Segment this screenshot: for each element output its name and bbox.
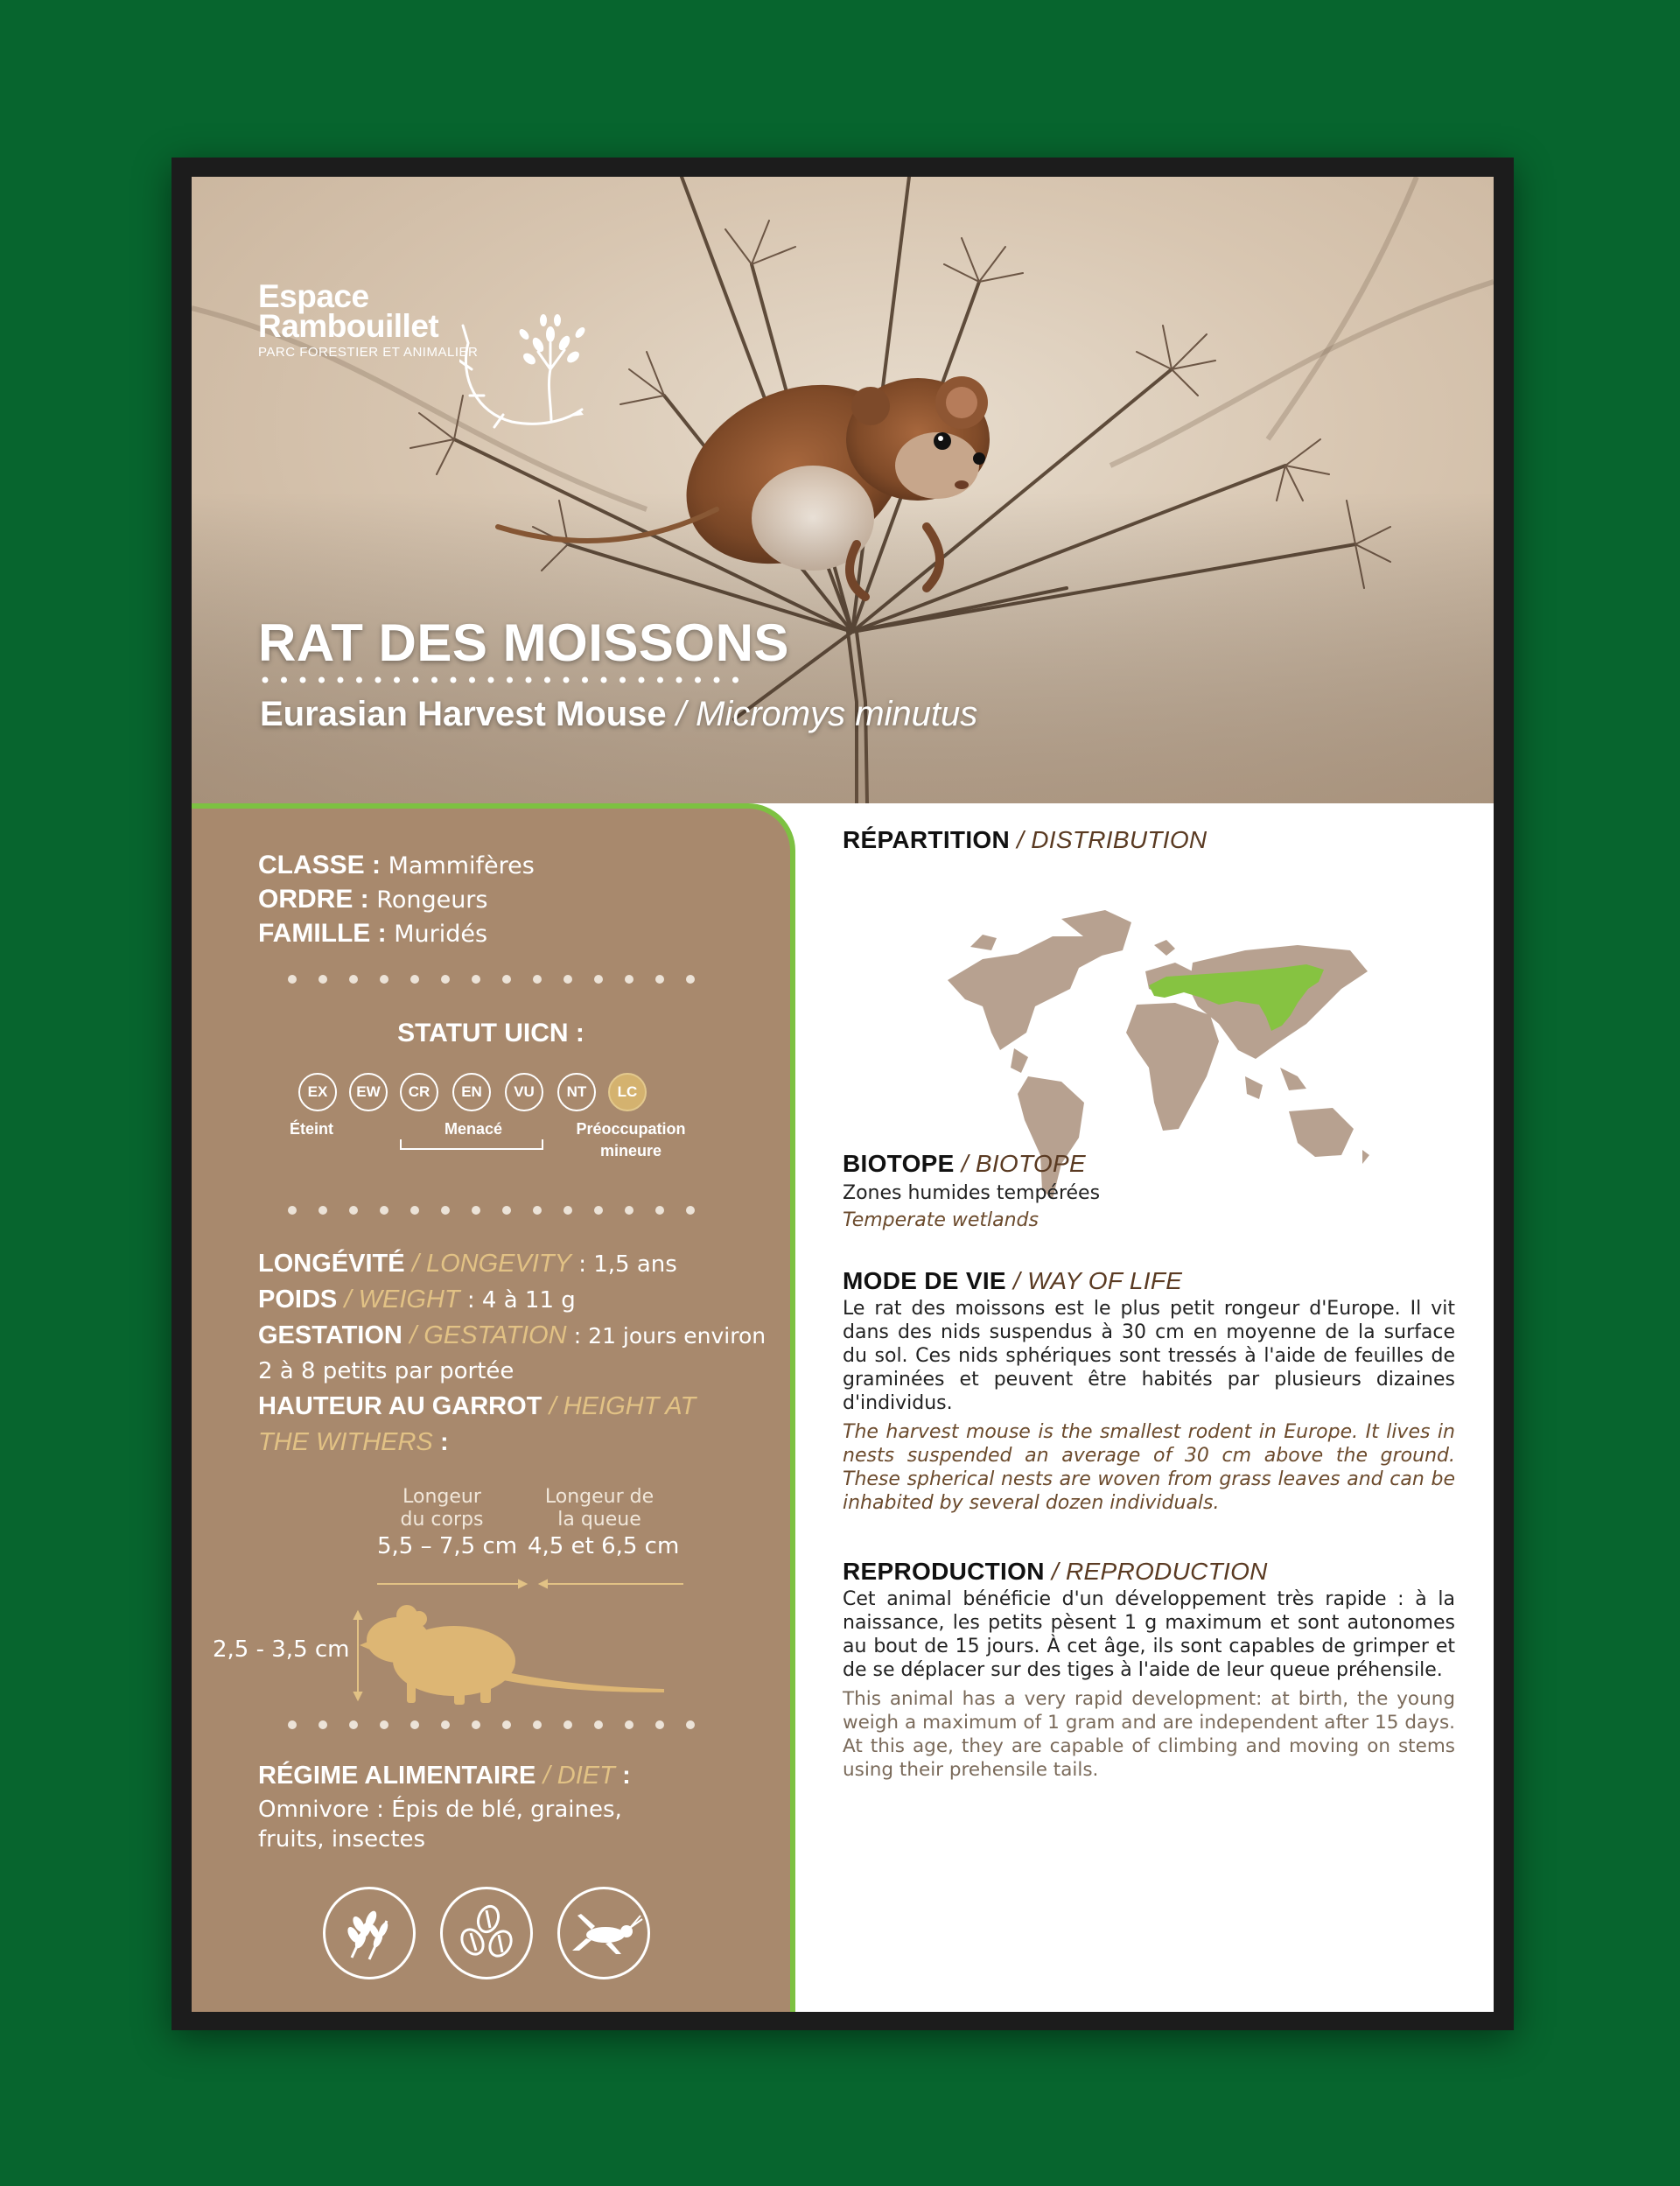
uicn-badge-lc-current: LC [608, 1073, 647, 1111]
brand-logo[interactable] [258, 278, 479, 360]
title-dot [431, 677, 438, 683]
seeds-icon [440, 1887, 533, 1979]
fact-key: GESTATION [258, 1321, 402, 1349]
way-of-life-text-en: The harvest mouse is the smallest rodent in Europe. It lives in nests suspended an average of 30 cm above the ground. These spherical nests are woven from grass leaves and can be inhabited by several dozen individuals. [843, 1421, 1455, 1514]
fact-key: HAUTEUR AU GARROT [258, 1392, 542, 1420]
title-dot [676, 677, 682, 683]
fact-key: POIDS [258, 1286, 338, 1314]
tail-length-label: Longeur de la queue [544, 1486, 654, 1531]
taxonomy-value: Mammifères [388, 852, 535, 879]
title-dot [544, 677, 550, 683]
name-separator: / [676, 695, 686, 733]
heading-fr: MODE DE VIE [843, 1267, 1006, 1294]
uicn-badge-en: EN [452, 1073, 491, 1111]
uicn-badge-vu: VU [505, 1073, 543, 1111]
diet-colon: : [622, 1762, 631, 1790]
taxonomy-value: Rongeurs [376, 886, 488, 914]
antler-tree-icon [459, 308, 591, 448]
uicn-badge-cr: CR [400, 1073, 438, 1111]
divider-dot [655, 1720, 664, 1729]
reproduction-heading [843, 1558, 1455, 1586]
tail-length-value: 4,5 et 6,5 cm [528, 1533, 680, 1559]
fact-colon: : [440, 1428, 449, 1456]
fact-value: : 21 jours environ [573, 1323, 766, 1349]
title-dot [657, 677, 663, 683]
fact-litter: 2 à 8 petits par portée [258, 1358, 514, 1384]
divider-dot [288, 1720, 297, 1729]
insect-icon [557, 1887, 650, 1979]
title-dot [714, 677, 720, 683]
info-panel [192, 803, 795, 2012]
label-threatened: Menacé [444, 1120, 503, 1138]
common-name-en: Eurasian Harvest Mouse [260, 695, 667, 733]
taxonomy-key: FAMILLE : [258, 919, 387, 948]
diet-text: Omnivore : Épis de blé, graines, fruits, insectes [258, 1797, 622, 1853]
heading-en: / DISTRIBUTION [1017, 826, 1208, 853]
scientific-name: Micromys minutus [696, 695, 978, 733]
hero-photo [192, 177, 1494, 803]
heading-en: / REPRODUCTION [1051, 1558, 1268, 1585]
divider-dot [318, 1720, 327, 1729]
way-of-life-section [843, 1267, 1455, 1515]
title-dot [375, 677, 382, 683]
taxonomy-key: CLASSE : [258, 851, 382, 879]
diet-key: RÉGIME ALIMENTAIRE [258, 1762, 536, 1790]
fact-value: : 1,5 ans [578, 1251, 677, 1278]
title-dot [394, 677, 400, 683]
fact-key-en: / GESTATION [410, 1321, 567, 1349]
title-dot [338, 677, 344, 683]
way-of-life-text-fr: Le rat des moissons est le plus petit rongeur d'Europe. Il vit dans des nids suspendus à 30 cm en moyenne de la surface du sol. Ces nids sphériques sont tressés à l'aide de feuilles de graminées et peuvent être habités par plusieurs dizaines d'individus. [843, 1298, 1455, 1414]
reproduction-section [843, 1558, 1455, 1782]
title-dot [620, 677, 626, 683]
title-dot [526, 677, 532, 683]
mouse-silhouette-diagram [192, 809, 795, 1771]
title-divider-dots [262, 676, 752, 684]
biotope-section [843, 1150, 1455, 1232]
title-dot [582, 677, 588, 683]
title-dot [300, 677, 306, 683]
divider-dot [625, 1720, 634, 1729]
body-length-label: Longeur du corps [400, 1486, 484, 1531]
divider-dots [288, 1720, 699, 1729]
mouse-silhouette [360, 1605, 664, 1705]
divider-dot [410, 1720, 419, 1729]
label-extinct: Éteint [289, 1120, 333, 1138]
biotope-text-fr: Zones humides tempérées [843, 1182, 1101, 1204]
uicn-badge-ew: EW [349, 1073, 388, 1111]
diet-heading [258, 1761, 696, 1791]
label-least-concern: Préoccupation mineure [576, 1120, 686, 1160]
divider-dot [533, 1720, 542, 1729]
title-dot [469, 677, 475, 683]
title-dot [564, 677, 570, 683]
fact-key: LONGÉVITÉ [258, 1250, 405, 1278]
divider-dot [472, 1720, 480, 1729]
biotope-text-en: Temperate wetlands [843, 1209, 1039, 1231]
title-dot [356, 677, 362, 683]
taxonomy-value: Muridés [394, 921, 488, 948]
heading-en: / WAY OF LIFE [1012, 1267, 1183, 1294]
page-title: RAT DES MOISSONS [258, 613, 789, 672]
divider-dot [686, 1720, 695, 1729]
divider-dot [564, 1720, 572, 1729]
title-dot [695, 677, 701, 683]
uicn-badge-nt: NT [557, 1073, 596, 1111]
diet-section [258, 1761, 696, 1854]
diet-key-en: / DIET [542, 1762, 615, 1790]
title-dot [732, 677, 738, 683]
divider-dot [349, 1720, 358, 1729]
brand-name-line1: Espace [258, 278, 369, 314]
heading-fr: BIOTOPE [843, 1150, 955, 1177]
taxonomy-key: ORDRE : [258, 885, 369, 914]
heading-fr: REPRODUCTION [843, 1558, 1045, 1585]
wheat-icon [323, 1887, 416, 1979]
title-dot [507, 677, 513, 683]
title-dot [451, 677, 457, 683]
body-length-value: 5,5 – 7,5 cm [377, 1533, 518, 1559]
heading-en: / BIOTOPE [961, 1150, 1086, 1177]
height-value: 2,5 - 3,5 cm [213, 1636, 350, 1663]
title-dot [318, 677, 325, 683]
fact-key-en: / LONGEVITY [411, 1250, 571, 1278]
title-dot [639, 677, 645, 683]
reproduction-text-en: This animal has a very rapid development: at birth, the young weigh a maximum of 1 gram and are independent after 15 days. At this age, they are capable of climbing and moving on stems using their prehensile tails. [843, 1688, 1455, 1781]
divider-dot [502, 1720, 511, 1729]
title-dot [601, 677, 607, 683]
reproduction-text-fr: Cet animal bénéficie d'un développement très rapide : à la naissance, les petits pèsent 1 g maximum et sont autonomes au bout de 15 jours. À cet âge, ils sont capables de grimper et de se déplacer sur des tiges à l'aide de leur queue préhensile. [843, 1588, 1455, 1681]
brand-tagline: PARC FORESTIER ET ANIMALIER [258, 345, 479, 360]
title-dot [281, 677, 287, 683]
fact-key-en: / HEIGHT AT THE WITHERS [258, 1392, 696, 1456]
title-dot [413, 677, 419, 683]
uicn-badge-ex: EX [298, 1073, 337, 1111]
biotope-heading [843, 1150, 1455, 1178]
brand-name-line2: Rambouillet [258, 308, 439, 344]
divider-dot [441, 1720, 450, 1729]
species-subtitle [260, 695, 977, 734]
fact-value: : 4 à 11 g [466, 1287, 576, 1314]
fact-key-en: / WEIGHT [344, 1286, 460, 1314]
uicn-title: STATUT UICN : [397, 1019, 584, 1047]
heading-fr: RÉPARTITION [843, 826, 1011, 853]
distribution-section [843, 826, 1455, 854]
distribution-heading [843, 826, 1455, 854]
poster [192, 177, 1494, 2012]
title-dot [488, 677, 494, 683]
divider-dot [380, 1720, 388, 1729]
way-of-life-heading [843, 1267, 1455, 1295]
divider-dot [594, 1720, 603, 1729]
title-dot [262, 677, 269, 683]
